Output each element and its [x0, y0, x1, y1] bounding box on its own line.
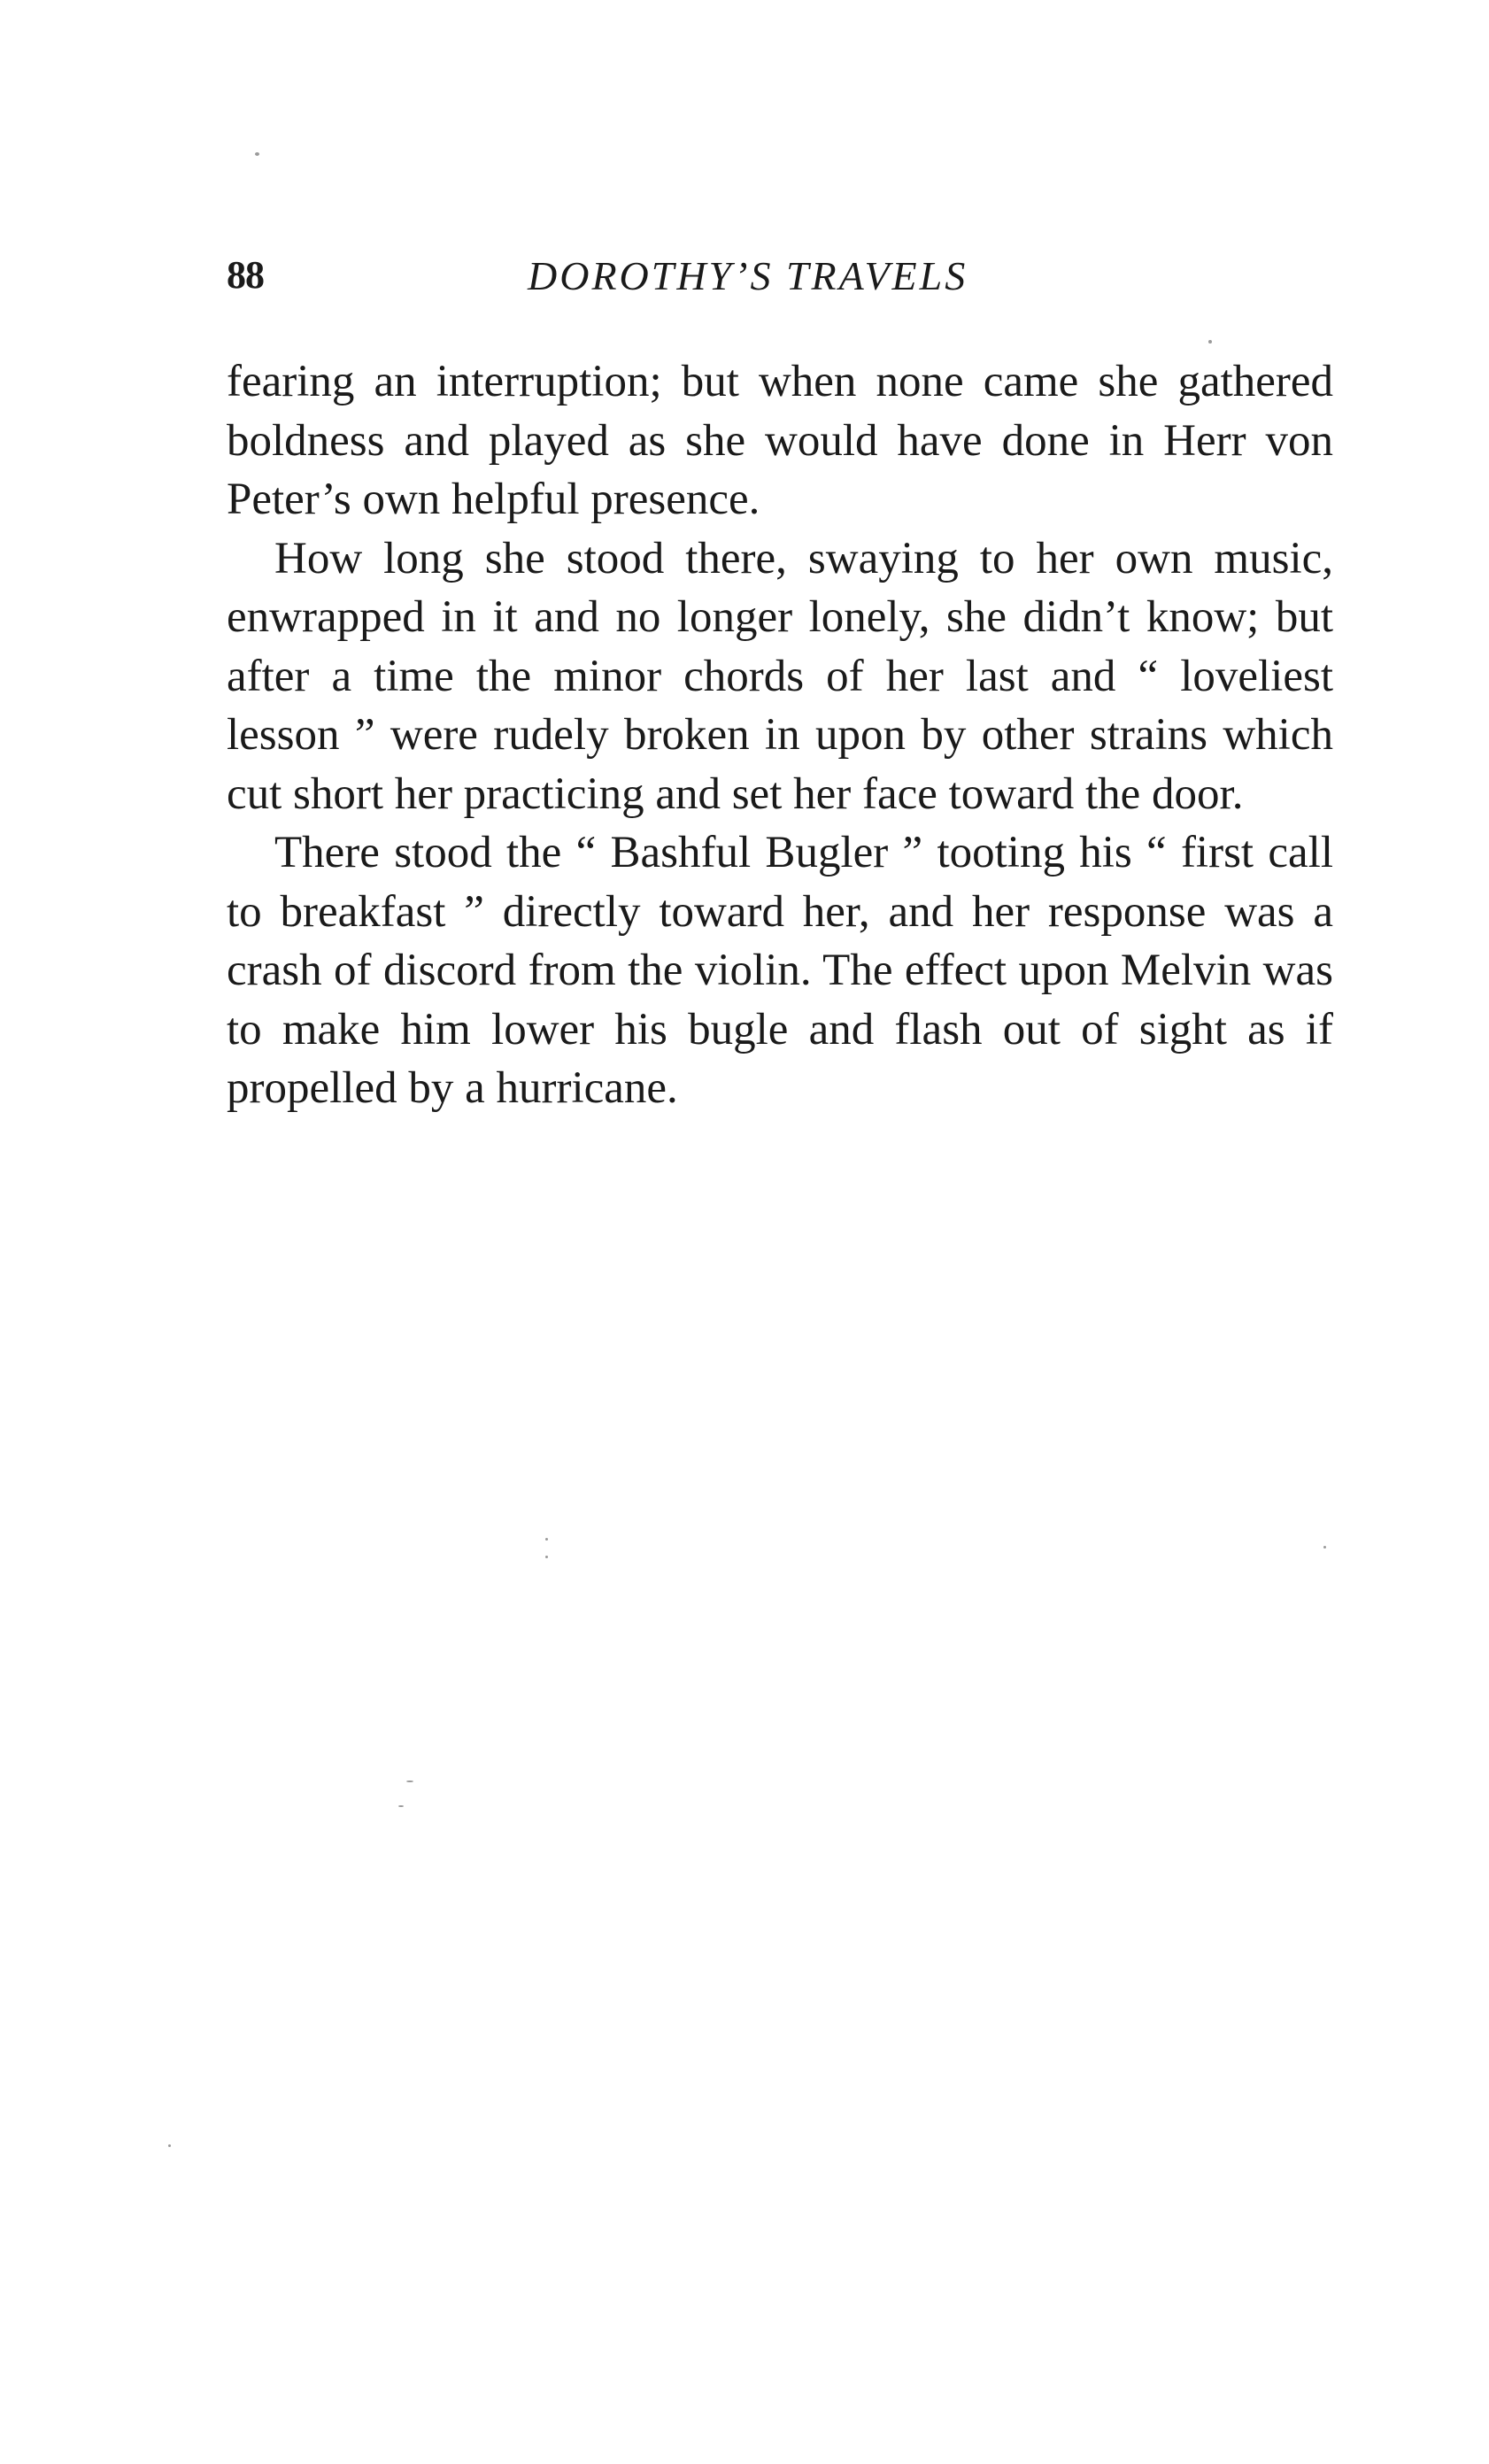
scan-speck	[398, 1805, 404, 1807]
scan-speck	[1323, 1546, 1326, 1549]
paragraph: There stood the “ Bashful Bugler ” tooting his “ first call to breakfast ” directly toward her, and her response was a crash of discord from the violin. The effect upon Melvin was to make him lower his bugle and flash out of sight as if propelled by a hurricane.	[227, 828, 1333, 1113]
scan-speck	[168, 2144, 171, 2147]
paragraph-continued: fearing an interruption; but when none came she gathered boldness and played as she would have done in Herr von Peter’s own helpful presence.	[227, 357, 1333, 524]
scan-speck	[545, 1556, 548, 1558]
page-header	[227, 252, 1333, 305]
scan-speck	[1208, 340, 1212, 344]
body-text	[227, 352, 1333, 1118]
paragraph: How long she stood there, swaying to her own music, enwrapped in it and no longer lonely, she didn’t know; but after a time the minor chords of her last and “ loveliest lesson ” were rudely broken in upon by other strains which cut short her practicing and set her face toward the door.	[227, 533, 1333, 819]
running-title: DOROTHY’S TRAVELS	[528, 253, 968, 298]
scan-speck	[255, 152, 259, 156]
scan-speck	[545, 1538, 548, 1541]
scan-speck	[406, 1780, 413, 1782]
page-number: 88	[227, 253, 264, 297]
